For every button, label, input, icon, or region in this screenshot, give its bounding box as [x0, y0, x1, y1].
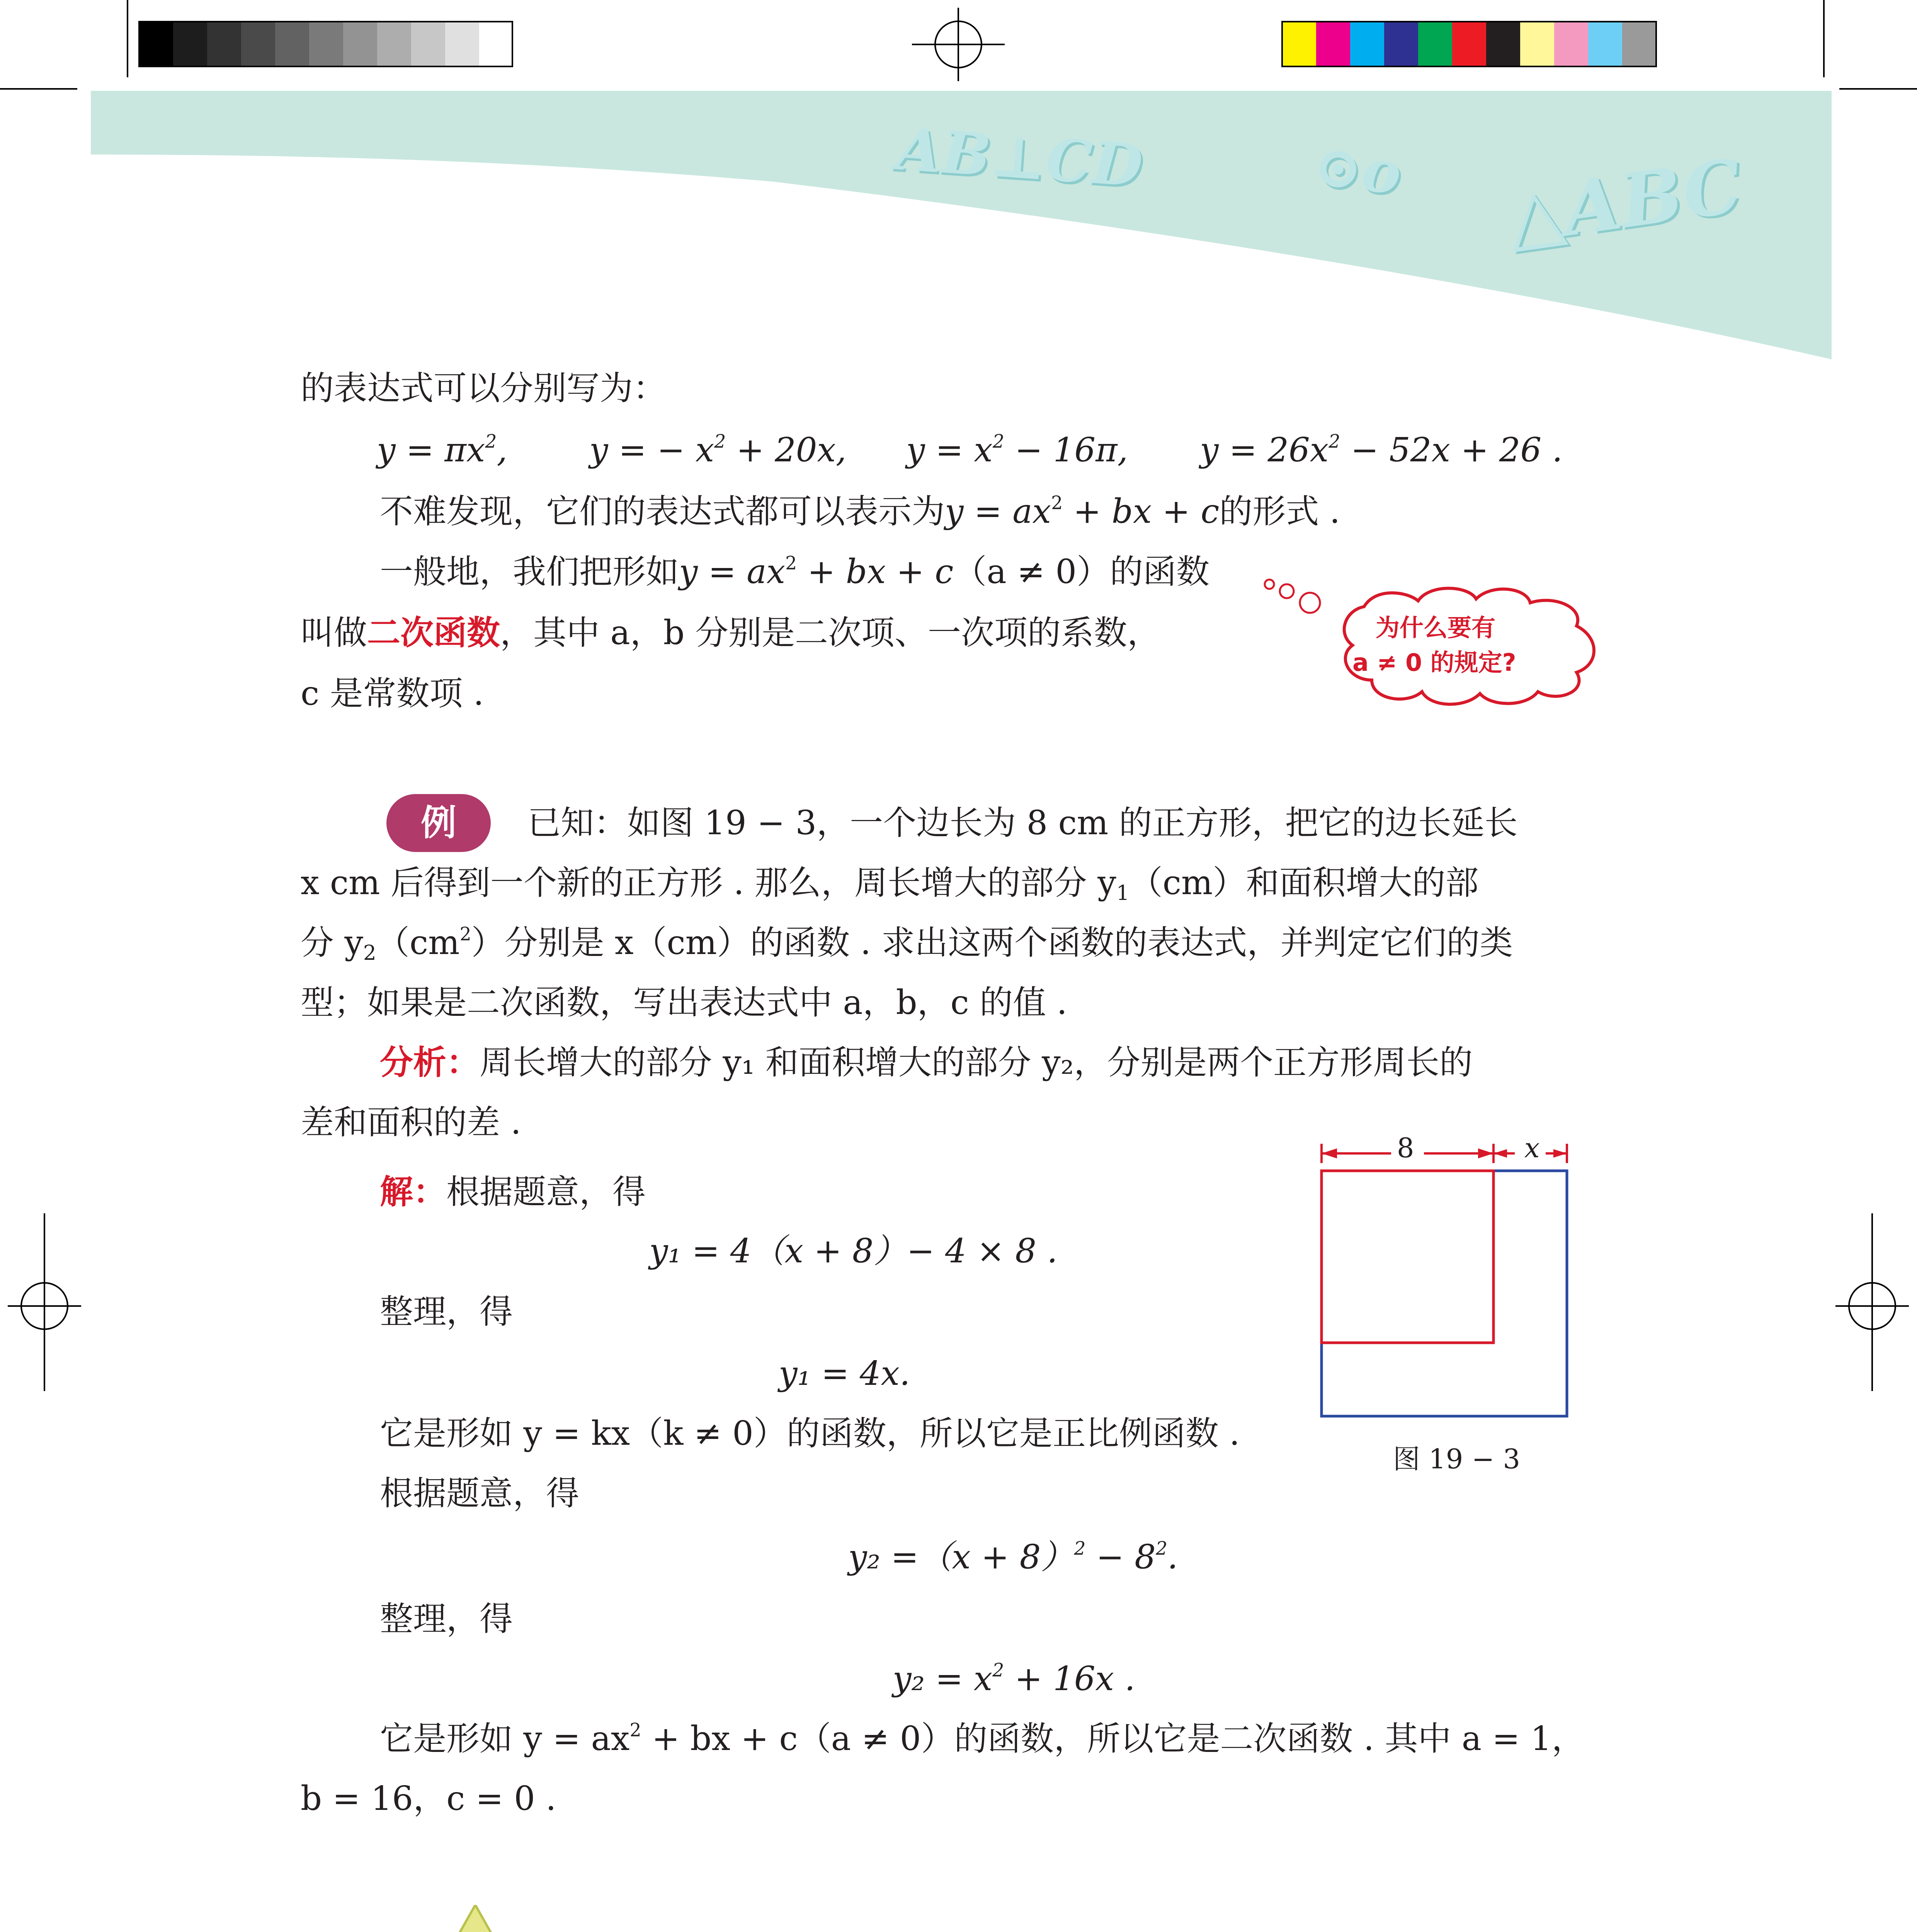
figure-label-8: 8 [1397, 1132, 1414, 1164]
body-line-5: 叫做二次函数，其中 a，b 分别是二次项、一次项的系数， [301, 613, 1160, 652]
practice-title-b [516, 1926, 551, 1932]
figure-squares [1314, 1132, 1584, 1430]
formula-2: y = − $x^2 + 20x$, [589, 431, 847, 469]
simplify-label-1: 整理，得 [380, 1293, 513, 1331]
body-line-3: 不难发现，它们的表达式都可以表示为$y = ax^2$ + bx + c的形式 . [380, 492, 1340, 531]
decor-formula-triangle: △ABC [1502, 142, 1747, 261]
decor-formula-circle: ⊙o [1310, 131, 1405, 208]
example-line-3: 分 $y_2(cm^2)$分别是 x（cm）的函数 . 求出这两个函数的表达式，并判定它们的类 [301, 923, 1513, 965]
equation-2: y₁ = 4x. [779, 1354, 910, 1393]
body-line-4: 一般地，我们把形如$y = ax^2$ + bx + c（a ≠ 0）的函数 [380, 553, 1210, 591]
analysis-line-2: 差和面积的差 . [301, 1103, 521, 1142]
statement-3: 它是形如 $y = ax^2$ + bx + c（a ≠ 0）的函数，所以它是二次函数 . 其中 a = 1， [380, 1719, 1585, 1758]
bubble-line-2: a ≠ 0 的规定? [1352, 648, 1516, 677]
formula-3: $y = x^2 - 16\pi$, [906, 431, 1128, 469]
statement-1: 它是形如 y = kx（k ≠ 0）的函数，所以它是正比例函数 . [380, 1414, 1240, 1453]
figure-label-x: x [1524, 1132, 1540, 1164]
example-line-4: 型；如果是二次函数，写出表达式中 a，b，c 的值 . [301, 983, 1067, 1022]
equation-1: y₁ = 4（x + 8）− 4 × 8 . [649, 1232, 1058, 1270]
example-line-2: x cm 后得到一个新的正方形 . 那么，周长增大的部分 $y_1(cm)$和面积增大的部 [301, 864, 1479, 905]
bubble-line-1: 为什么要有 [1376, 614, 1496, 642]
example-badge: 例 [386, 794, 491, 852]
example-line-1: 已知：如图 19 − 3，一个边长为 8 cm 的正方形，把它的边长延长 [527, 804, 1518, 842]
statement-4: b = 16，c = 0 . [301, 1779, 556, 1818]
simplify-label-2: 整理，得 [380, 1600, 513, 1638]
formula-4: $y = 26x^2 - 52x + 26$ . [1200, 431, 1563, 469]
equation-3: $y_2 =(x + 8)^2 - 8^2$. [848, 1538, 1178, 1577]
body-line-1: 的表达式可以分别写为： [301, 369, 666, 408]
body-line-6: c 是常数项 . [301, 674, 484, 713]
equation-4: $y_2 = x^2 + 16x$ . [893, 1660, 1135, 1698]
solution-line: 解：根据题意，得 [380, 1172, 646, 1211]
term-quadratic-function: 二次函数 [367, 613, 500, 652]
formula-1: $y = \pi x^2$, [377, 431, 507, 469]
statement-2: 根据题意，得 [380, 1474, 579, 1513]
practice-title-a [441, 1926, 475, 1932]
decor-formula-perpendicular: AB⊥CD [894, 115, 1145, 200]
analysis-line-1: 分析：周长增大的部分 y₁ 和面积增大的部分 y₂，分别是两个正方形周长的 [380, 1043, 1473, 1082]
figure-caption: 图 19 − 3 [1393, 1443, 1521, 1475]
